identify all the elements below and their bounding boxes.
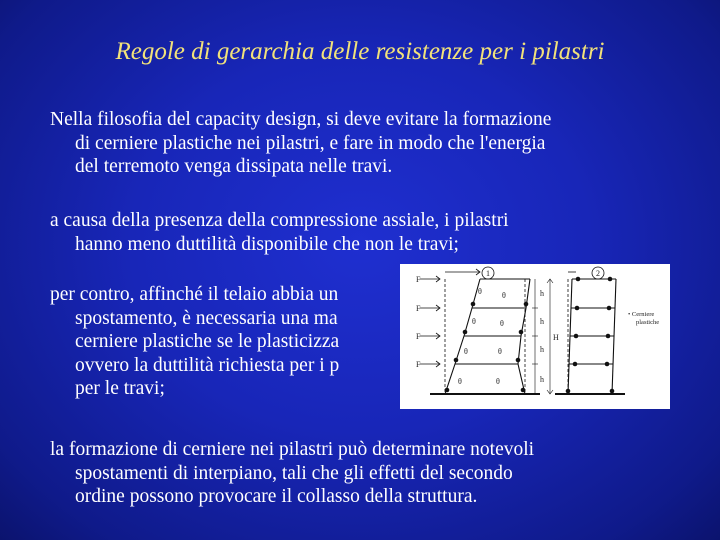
paragraph-interstorey-drift xyxy=(50,438,690,509)
paragraph-line: ovvero la duttilità richiesta per i p xyxy=(75,354,340,376)
rotation-label: θ xyxy=(498,347,502,356)
force-label: F xyxy=(416,275,421,284)
rotation-label: θ xyxy=(464,347,468,356)
rotation-label: θ xyxy=(496,377,500,386)
paragraph-line: di cerniere plastiche nei pilastri, e fare in modo che l'energia xyxy=(75,132,546,154)
paragraph-line: cerniere plastiche se le plasticizza xyxy=(75,331,340,352)
storey-height-label: h xyxy=(540,375,544,384)
storey-height-label: h xyxy=(540,289,544,298)
force-label: F xyxy=(416,360,421,369)
frame-mechanisms-figure xyxy=(400,264,670,409)
paragraph-line: la formazione di cerniere nei pilastri può determinare notevoli xyxy=(50,439,535,460)
storey-height-label: h xyxy=(540,317,544,326)
rotation-label: θ xyxy=(458,377,462,386)
rotation-label: θ xyxy=(500,319,504,328)
frame-mechanisms-diagram xyxy=(400,264,670,409)
paragraph-line: del terremoto venga dissipata nelle travi. xyxy=(75,156,393,177)
paragraph-line: Nella filosofia del capacity design, si deve evitare la formazione xyxy=(50,109,552,130)
paragraph-line: spostamenti di interpiano, tali che gli effetti del secondo xyxy=(75,462,513,484)
paragraph-line: per contro, affinché il telaio abbia un xyxy=(50,284,339,305)
force-label: F xyxy=(416,304,421,313)
legend-hinges-line1: • Cerniere xyxy=(628,311,655,318)
storey-height-label: h xyxy=(540,345,544,354)
slide-title: Regole di gerarchia delle resistenze per i pilastri xyxy=(115,38,605,65)
force-label: F xyxy=(416,332,421,341)
paragraph-line: a causa della presenza della compressione assiale, i pilastri xyxy=(50,210,509,231)
plastic-hinges-case-2 xyxy=(566,277,615,394)
paragraph-line: spostamento, è necessaria una ma xyxy=(75,307,338,329)
paragraph-line: ordine possono provocare il collasso della struttura. xyxy=(75,486,478,507)
rotation-label: θ xyxy=(502,291,506,300)
case-2-label: 2 xyxy=(596,269,600,278)
paragraph-axial-compression xyxy=(50,209,690,256)
paragraph-line: hanno meno duttilità disponibile che non le travi; xyxy=(75,233,459,255)
paragraph-line: per le travi; xyxy=(75,378,165,399)
legend-hinges-line2: plastiche xyxy=(636,319,660,326)
rotation-label: θ xyxy=(472,317,476,326)
total-height-label: H xyxy=(553,333,559,342)
paragraph-capacity-design xyxy=(50,108,690,179)
case-1-label: 1 xyxy=(486,269,490,278)
rotation-label: θ xyxy=(478,287,482,296)
